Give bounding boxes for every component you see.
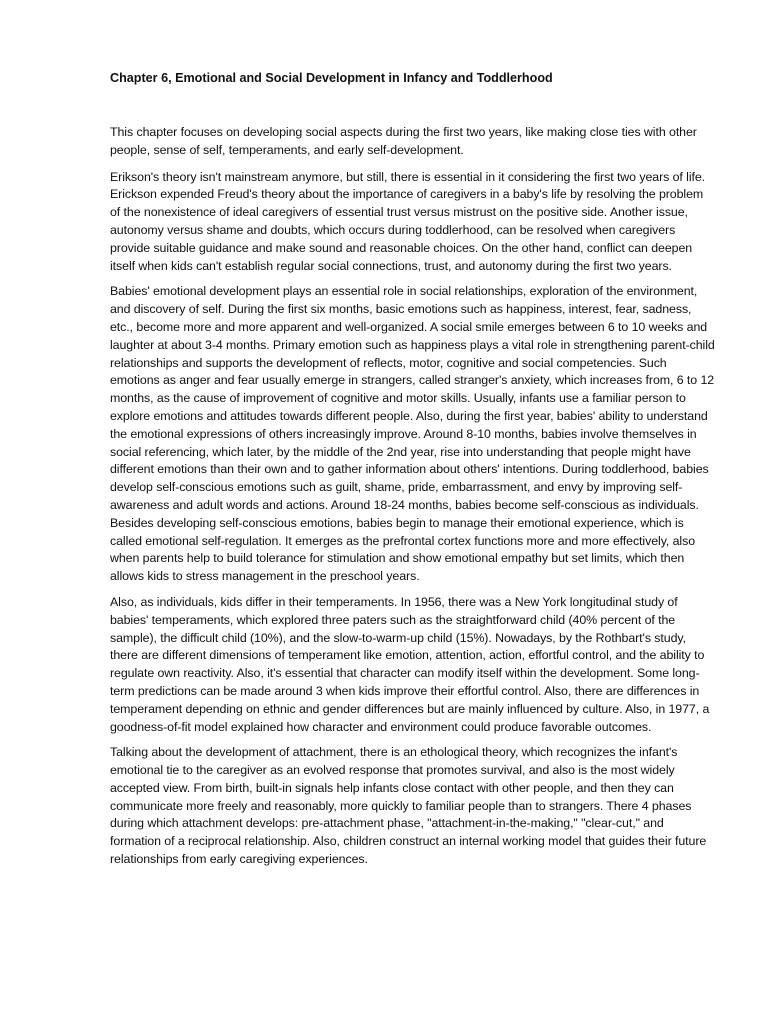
paragraph-attachment: Talking about the development of attachment, there is an ethological theory, which recognizes the infant's emotional tie to the caregiver as an evolved response that promotes survival, and also is the most widely accepted view. From birth, built-in signals help infants close contact with other people, and then they can communicate more freely and reasonably, more quickly to familiar people than to strangers. There 4 phases during which attachment develops: pre-attachment phase, "attachment-in-the-making," "clear-cut," and formation of a reciprocal relationship. Also, children construct an internal working model that guides their future relationships from early caregiving experiences. bbox=[110, 745, 707, 867]
document-title: Chapter 6, Emotional and Social Development in Infancy and Toddlerhood bbox=[110, 71, 553, 85]
paragraph-temperaments: Also, as individuals, kids differ in their temperaments. In 1956, there was a New York longitudinal study of babies' temperaments, which explored three paters such as the straightforward child (40% percent of the sample), the difficult child (10%), and the slow-to-warm-up child (15%). Nowadays, by the Rothbart's study, there are different dimensions of temperament like emotion, attention, action, effortful control, and the ability to regulate own reactivity. Also, it's essential that character can modify itself within the development. Some long-term predictions can be made around 3 when kids improve their effortful control. Also, there are differences in temperament depending on ethnic and gender differences but are mainly influenced by culture. Also, in 1977, a goodness-of-fit model explained how character and environment could produce favorable outcomes. bbox=[110, 594, 710, 734]
paragraph-emotional-development: Babies' emotional development plays an essential role in social relationships, exploration of the environment, and discovery of self. During the first six months, basic emotions such as happiness, interest, fear, sadness, etc., become more and more apparent and well-organized. A social smile emerges between 6 to 10 weeks and laughter at about 3-4 months. Primary emotion such as happiness plays a vital role in strengthening parent-child relationships and supports the development of reflects, motor, cognitive and social competencies. Such emotions as anger and fear usually emerge in strangers, called stranger's anxiety, which increases from, 6 to 12 months, as the cause of improvement of cognitive and motor skills. Usually, infants use a familiar person to explore emotions and attitudes towards different people. Also, during the first year, babies' ability to understand the emotional expressions of others increasingly improve. Around 8-10 months, babies involve themselves in social referencing, which later, by the middle of the 2nd year, rise into understanding that people might have different emotions than their own and to gather information about others' intentions. During toddlerhood, babies develop self-conscious emotions such as guilt, shame, pride, embarrassment, and envy by improving self-awareness and adult words and actions. Around 18-24 months, babies become self-conscious as individuals. Besides developing self-conscious emotions, babies begin to manage their emotional experience, which is called emotional self-regulation. It emerges as the prefrontal cortex functions more and more effectively, also when parents help to build tolerance for stimulation and show emotional empathy but set limits, which then allows kids to stress management in the preschool years. bbox=[110, 284, 715, 584]
paragraph-erikson: Erikson's theory isn't mainstream anymore, but still, there is essential in it considering the first two years of life. Erickson expended Freud's theory about the importance of caregivers in a baby's life by resolving the problem of the nonexistence of ideal caregivers of essential trust versus mistrust on the positive side. Another issue, autonomy versus shame and doubts, which occurs during toddlerhood, can be resolved when caregivers provide suitable guidance and make sound and reasonable choices. On the other hand, conflict can deepen itself when kids can't establish regular social connections, trust, and autonomy during the first two years. bbox=[110, 169, 706, 273]
paragraph-intro: This chapter focuses on developing social aspects during the first two years, like making close ties with other people, sense of self, temperaments, and early self-development. bbox=[110, 125, 697, 157]
